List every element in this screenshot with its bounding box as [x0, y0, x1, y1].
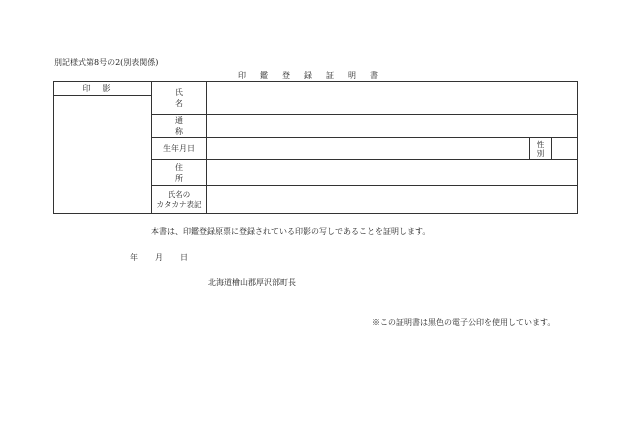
date-year: 年	[130, 253, 138, 262]
date-month: 月	[155, 253, 163, 262]
date-day: 日	[180, 253, 188, 262]
document-title	[238, 70, 378, 81]
kana-name-value	[207, 186, 578, 214]
form-reference: 別記様式第8号の2(別表関係)	[54, 58, 159, 67]
title-char: 鑑	[260, 71, 268, 80]
issuer-title: 北海道檜山郡厚沢部町長	[208, 278, 296, 287]
title-char: 証	[326, 71, 334, 80]
birthdate-label: 生年月日	[152, 138, 207, 160]
name-label: 氏名	[152, 82, 207, 115]
sex-value	[552, 138, 578, 160]
title-char: 登	[282, 71, 290, 80]
kana-label-line1: 氏名の	[167, 189, 191, 199]
title-char: 明	[348, 71, 356, 80]
address-label: 住所	[152, 160, 207, 186]
seal-impression-box	[54, 96, 152, 214]
sex-label-char: 性別	[536, 139, 545, 158]
seal-header: 印影	[54, 82, 152, 96]
certificate-table	[53, 81, 578, 214]
address-value	[207, 160, 578, 186]
issue-date	[130, 252, 188, 263]
alias-value	[207, 115, 578, 138]
birthdate-value	[207, 138, 530, 160]
title-char: 印	[238, 71, 246, 80]
title-char: 書	[370, 71, 378, 80]
sex-label	[530, 138, 552, 160]
title-char: 録	[304, 71, 312, 80]
alias-label: 通称	[152, 115, 207, 138]
certification-statement: 本書は、印鑑登録原票に登録されている印影の写しであることを証明します。	[151, 227, 431, 236]
kana-name-label	[152, 186, 207, 214]
kana-label-line2: カタカナ表記	[156, 199, 202, 209]
name-value	[207, 82, 578, 115]
footnote: ※この証明書は黒色の電子公印を使用しています。	[372, 318, 556, 327]
